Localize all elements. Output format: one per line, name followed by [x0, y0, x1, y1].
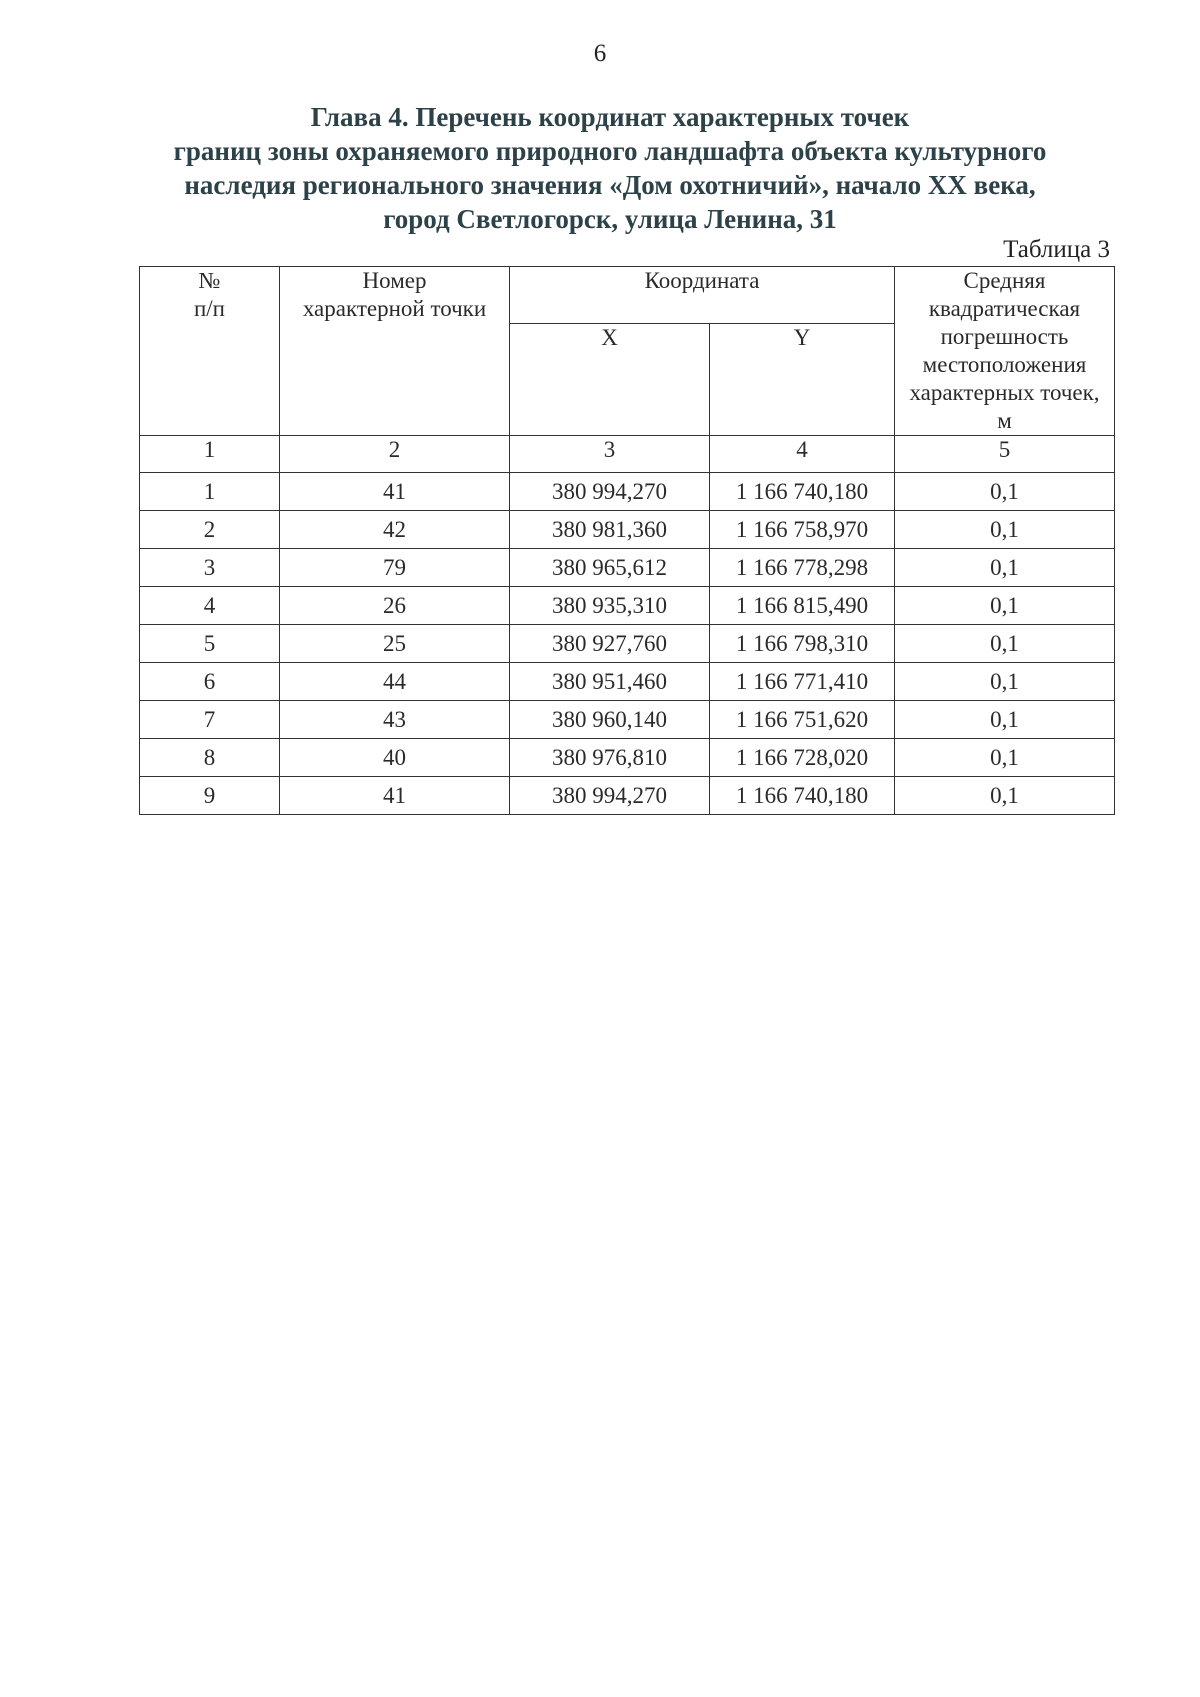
cell-x: 380 965,612 — [510, 549, 710, 587]
coordinates-table — [139, 266, 1115, 815]
column-number-row — [140, 436, 1115, 473]
title-line: границ зоны охраняемого природного ландшафта объекта культурного — [173, 136, 1047, 166]
table-row — [140, 739, 1115, 777]
cell-row-number: 2 — [140, 511, 280, 549]
cell-y: 1 166 728,020 — [710, 739, 895, 777]
cell-row-number: 7 — [140, 701, 280, 739]
header-text: погрешность — [940, 324, 1069, 349]
cell-row-number: 8 — [140, 739, 280, 777]
cell-mean-error: 0,1 — [895, 587, 1115, 625]
cell-x: 380 994,270 — [510, 473, 710, 511]
page-number: 6 — [593, 40, 607, 67]
header-text: № — [198, 268, 221, 293]
cell-y: 1 166 798,310 — [710, 625, 895, 663]
header-text: местоположения — [922, 352, 1087, 377]
cell-row-number: 1 — [140, 473, 280, 511]
header-y: Y — [710, 324, 895, 436]
cell-x: 380 976,810 — [510, 739, 710, 777]
table-row — [140, 625, 1115, 663]
column-number: 2 — [280, 436, 510, 473]
column-number: 5 — [895, 436, 1115, 473]
cell-point-number: 41 — [280, 473, 510, 511]
cell-row-number: 9 — [140, 777, 280, 815]
header-text: характерной точки — [302, 296, 487, 321]
cell-point-number: 26 — [280, 587, 510, 625]
cell-y: 1 166 771,410 — [710, 663, 895, 701]
cell-mean-error: 0,1 — [895, 739, 1115, 777]
header-x: X — [510, 324, 710, 436]
cell-row-number: 6 — [140, 663, 280, 701]
table-row — [140, 587, 1115, 625]
table-row — [140, 549, 1115, 587]
cell-mean-error: 0,1 — [895, 549, 1115, 587]
title-line: город Светлогорск, улица Ленина, 31 — [383, 204, 837, 234]
header-row-number — [140, 267, 280, 436]
column-number: 1 — [140, 436, 280, 473]
header-text: п/п — [193, 296, 225, 321]
cell-y: 1 166 758,970 — [710, 511, 895, 549]
header-point-number — [280, 267, 510, 436]
cell-point-number: 41 — [280, 777, 510, 815]
cell-mean-error: 0,1 — [895, 625, 1115, 663]
header-text: Средняя — [963, 268, 1046, 293]
title-line: наследия регионального значения «Дом охотничий», начало XX века, — [184, 170, 1036, 200]
cell-y: 1 166 778,298 — [710, 549, 895, 587]
cell-x: 380 927,760 — [510, 625, 710, 663]
cell-mean-error: 0,1 — [895, 511, 1115, 549]
cell-x: 380 981,360 — [510, 511, 710, 549]
cell-point-number: 40 — [280, 739, 510, 777]
cell-y: 1 166 740,180 — [710, 473, 895, 511]
table-row — [140, 473, 1115, 511]
table-row — [140, 777, 1115, 815]
cell-point-number: 79 — [280, 549, 510, 587]
table-caption: Таблица 3 — [1003, 236, 1110, 263]
cell-row-number: 3 — [140, 549, 280, 587]
header-text: Номер — [362, 268, 427, 293]
cell-y: 1 166 751,620 — [710, 701, 895, 739]
table-row — [140, 511, 1115, 549]
cell-x: 380 994,270 — [510, 777, 710, 815]
cell-point-number: 43 — [280, 701, 510, 739]
cell-point-number: 42 — [280, 511, 510, 549]
header-text: квадратическая — [928, 296, 1081, 321]
cell-x: 380 935,310 — [510, 587, 710, 625]
table-row — [140, 663, 1115, 701]
header-text: м — [997, 408, 1012, 433]
cell-mean-error: 0,1 — [895, 663, 1115, 701]
title-line: Глава 4. Перечень координат характерных точек — [310, 102, 910, 132]
chapter-title — [130, 100, 1090, 236]
cell-x: 380 951,460 — [510, 663, 710, 701]
cell-y: 1 166 740,180 — [710, 777, 895, 815]
table-body — [140, 473, 1115, 815]
cell-point-number: 44 — [280, 663, 510, 701]
cell-mean-error: 0,1 — [895, 777, 1115, 815]
table-row — [140, 701, 1115, 739]
cell-x: 380 960,140 — [510, 701, 710, 739]
cell-mean-error: 0,1 — [895, 701, 1115, 739]
column-number: 4 — [710, 436, 895, 473]
cell-row-number: 4 — [140, 587, 280, 625]
cell-row-number: 5 — [140, 625, 280, 663]
header-text: характерных точек, — [909, 380, 1100, 405]
column-number: 3 — [510, 436, 710, 473]
cell-mean-error: 0,1 — [895, 473, 1115, 511]
header-mean-error — [895, 267, 1115, 436]
cell-y: 1 166 815,490 — [710, 587, 895, 625]
header-coordinate: Координата — [510, 267, 895, 324]
cell-point-number: 25 — [280, 625, 510, 663]
